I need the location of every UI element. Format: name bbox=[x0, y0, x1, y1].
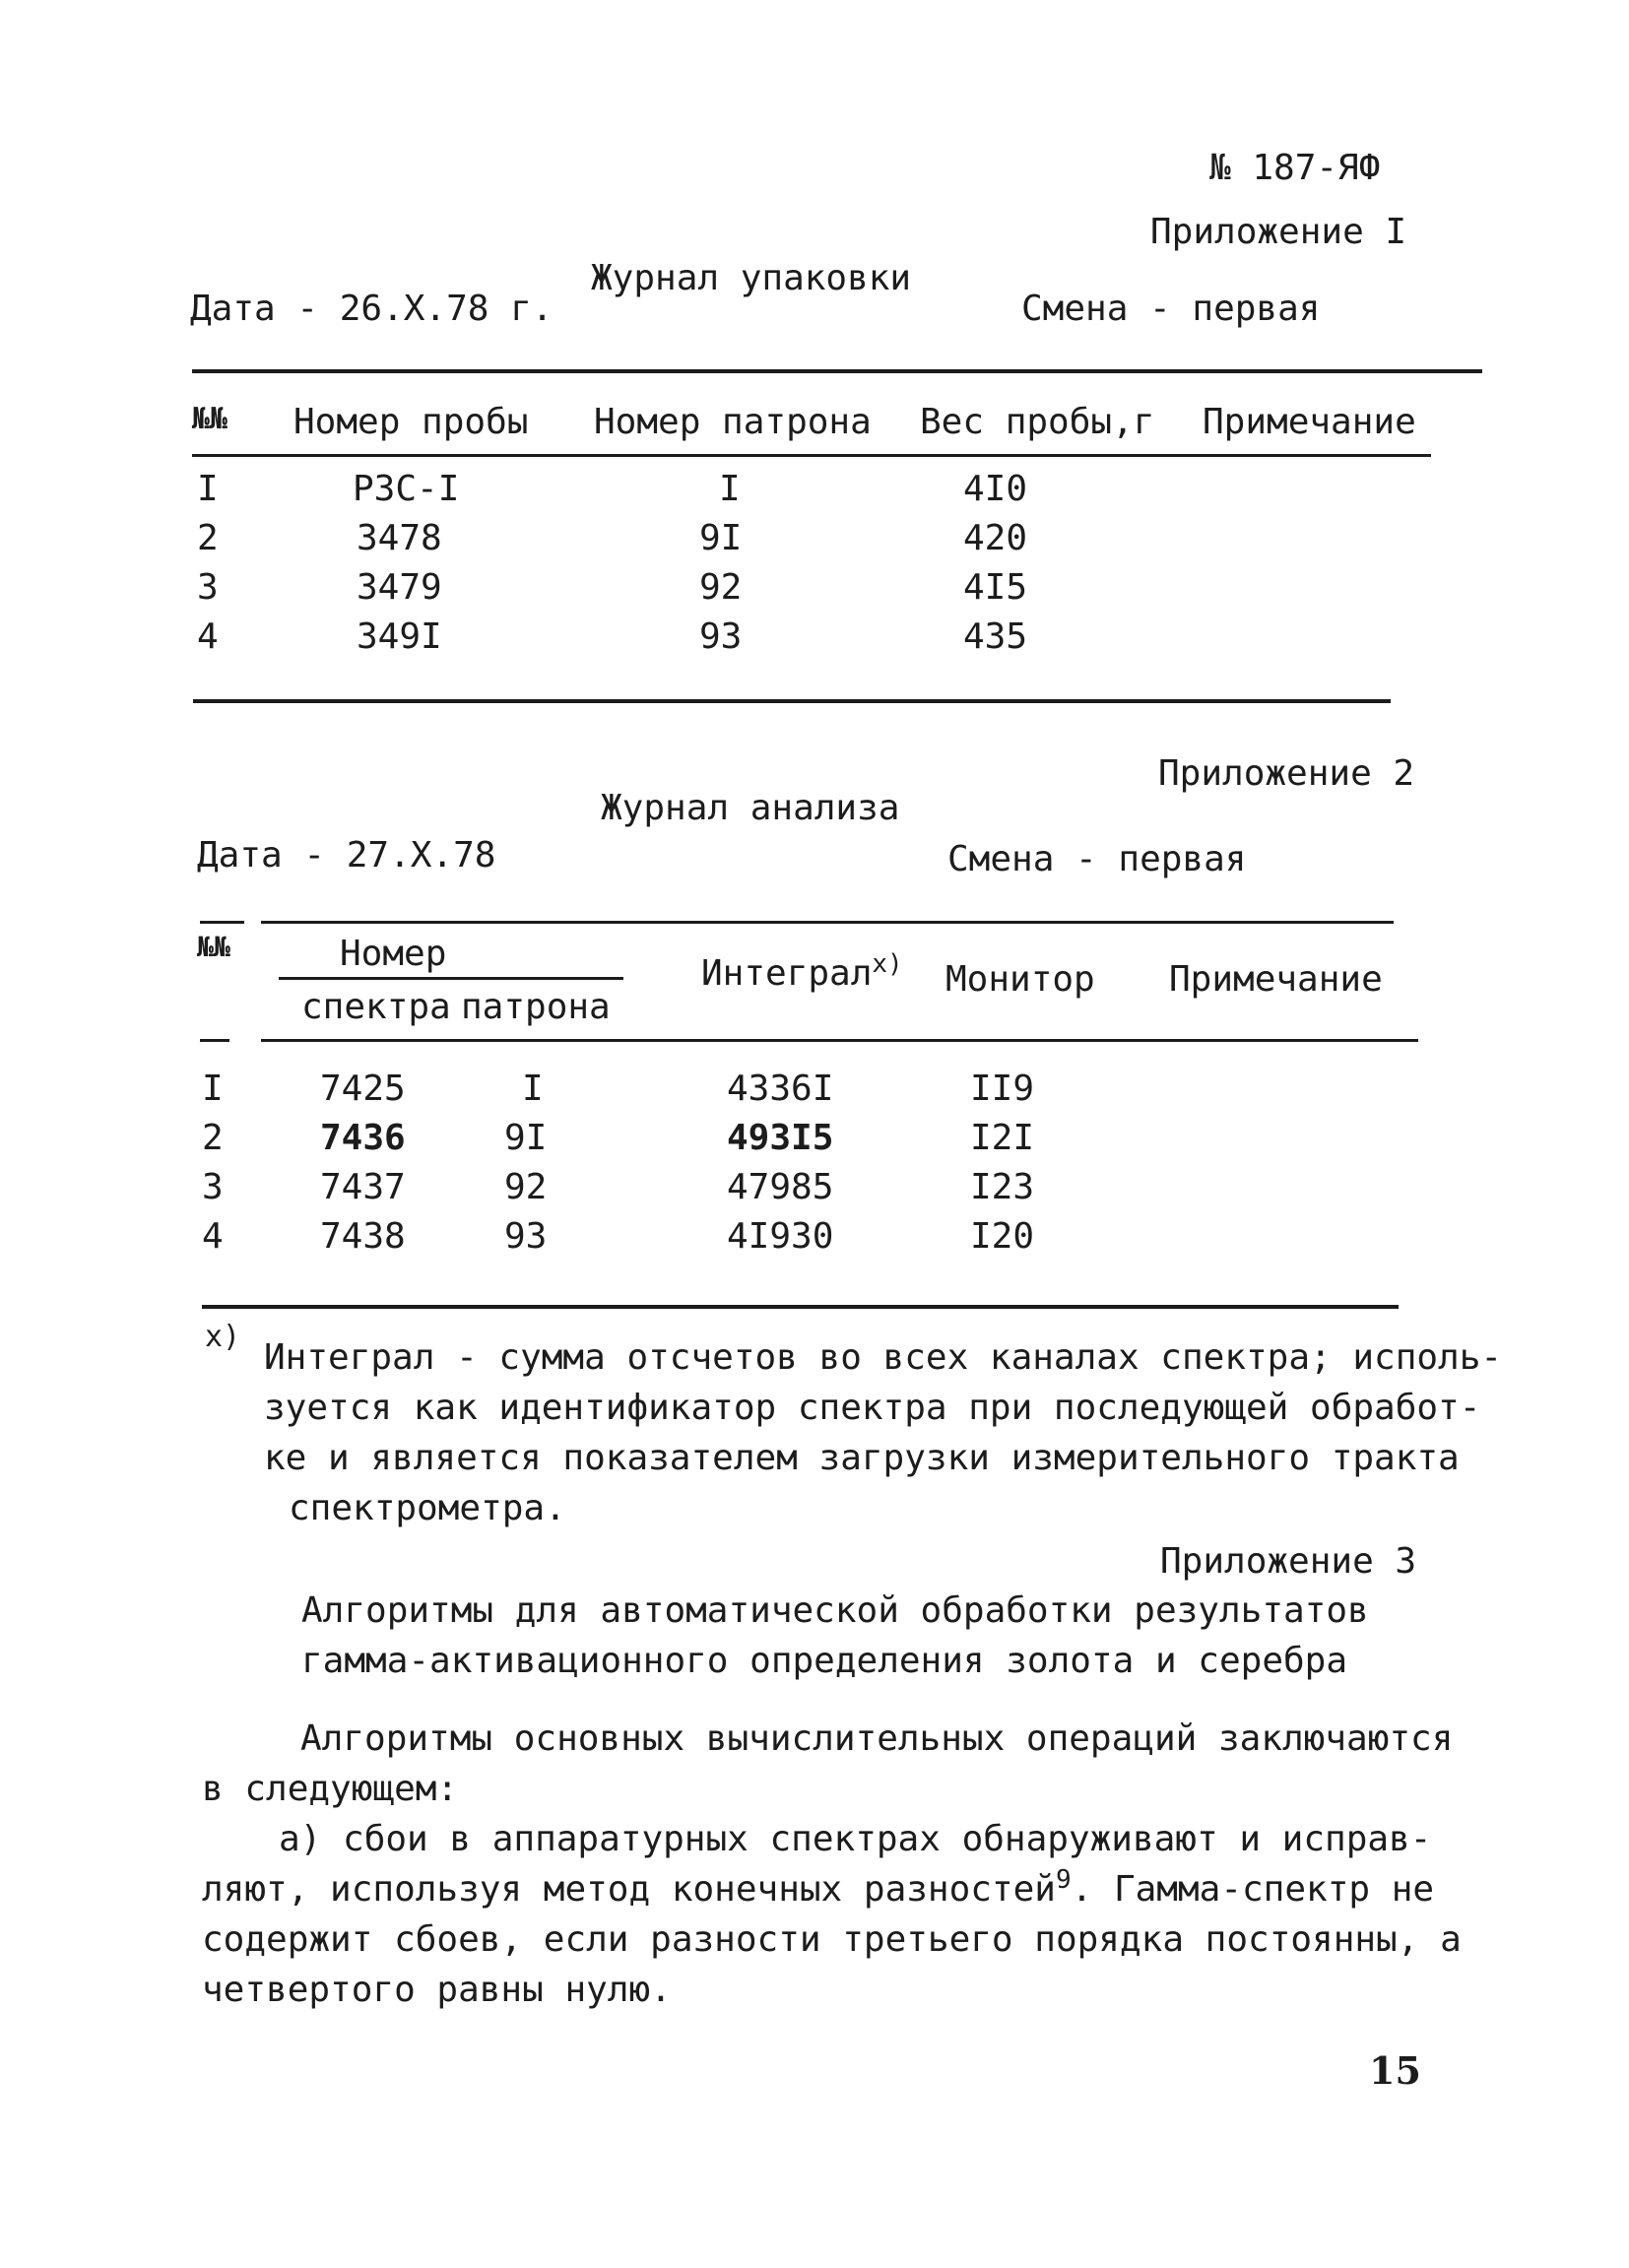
cartridge-number: 9I bbox=[699, 518, 743, 558]
page-number: 15 bbox=[1369, 2048, 1421, 2093]
body-line: Алгоритмы основных вычислительных операций заключаются bbox=[300, 1718, 1454, 1759]
footnote-marker: x) bbox=[872, 949, 903, 979]
table-2-header-rule bbox=[261, 1039, 1418, 1042]
column-header-num: №№ bbox=[192, 402, 228, 436]
appendix-3-body bbox=[202, 1714, 1462, 2015]
row-num: I bbox=[197, 469, 219, 509]
sample-weight: 435 bbox=[963, 616, 1028, 657]
cartridge-number: I bbox=[719, 469, 741, 509]
integral-value: 4I930 bbox=[727, 1216, 834, 1257]
sample-number: 3478 bbox=[357, 518, 442, 558]
footnote-line: зуется как идентификатор спектра при последующей обработ- bbox=[264, 1388, 1481, 1428]
column-header-integral bbox=[701, 949, 903, 994]
column-header-sample: Номер пробы bbox=[293, 402, 529, 442]
column-header-monitor: Монитор bbox=[945, 959, 1095, 1000]
cartridge-number: 93 bbox=[504, 1216, 548, 1257]
spectrum-number: 7436 bbox=[320, 1118, 406, 1158]
column-header-cartridge: Номер патрона bbox=[594, 402, 872, 442]
column-header-number-group: Номер bbox=[340, 934, 447, 974]
row-num: I bbox=[202, 1069, 224, 1109]
spectrum-number: 7425 bbox=[320, 1069, 406, 1109]
sample-weight: 4I5 bbox=[963, 567, 1028, 608]
sample-number: РЗС-I bbox=[353, 469, 460, 509]
cartridge-number: 92 bbox=[504, 1167, 548, 1207]
spectrum-number: 7437 bbox=[320, 1167, 406, 1207]
column-header-weight: Вес пробы,г bbox=[920, 402, 1155, 442]
spectrum-number: 7438 bbox=[320, 1216, 406, 1257]
appendix-3-label: Приложение 3 bbox=[1160, 1541, 1417, 1582]
table-2-header-rule-short bbox=[200, 1039, 229, 1042]
row-num: 2 bbox=[197, 518, 219, 558]
table-1-bottom-rule bbox=[193, 699, 1391, 703]
appendix-1-title: Журнал упаковки bbox=[591, 258, 912, 298]
cartridge-number: 93 bbox=[699, 616, 743, 657]
footnote-text bbox=[264, 1332, 1502, 1533]
cartridge-number: 9I bbox=[504, 1118, 548, 1158]
appendix-2-shift: Смена - первая bbox=[947, 839, 1247, 879]
integral-value: 493I5 bbox=[727, 1118, 834, 1158]
column-header-note: Примечание bbox=[1203, 402, 1416, 442]
body-line: содержит сбоев, если разности третьего порядка постоянны, а bbox=[202, 1919, 1462, 1960]
table-2-top-rule-short bbox=[200, 921, 244, 924]
footnote-line: Интеграл - сумма отсчетов во всех каналах спектра; исполь- bbox=[264, 1337, 1503, 1378]
sample-number: 349I bbox=[357, 616, 442, 657]
table-2-top-rule bbox=[261, 921, 1394, 924]
sample-weight: 420 bbox=[963, 518, 1028, 558]
document-code: № 187-ЯФ bbox=[1209, 148, 1381, 188]
title-line: гамма-активационного определения золота и серебра bbox=[301, 1641, 1348, 1681]
footnote-line: ке и является показателем загрузки измерительного тракта bbox=[264, 1438, 1460, 1478]
body-line: а) сбои в аппаратурных спектрах обнаруживают и исправ- bbox=[279, 1819, 1432, 1859]
body-line: четвертого равны нулю. bbox=[202, 1970, 672, 2010]
row-num: 3 bbox=[202, 1167, 224, 1207]
reference-number: 9 bbox=[1055, 1865, 1072, 1895]
title-line: Алгоритмы для автоматической обработки результатов bbox=[301, 1590, 1369, 1631]
table-1-header-rule bbox=[192, 454, 1431, 457]
body-text: ляют, используя метод конечных разностей bbox=[202, 1869, 1056, 1910]
footnote-mark: x) bbox=[205, 1320, 241, 1354]
monitor-value: I23 bbox=[970, 1167, 1035, 1207]
cartridge-number: 92 bbox=[699, 567, 743, 608]
footnote-line: спектрометра. bbox=[289, 1488, 566, 1528]
integral-value: 4336I bbox=[727, 1069, 834, 1109]
appendix-1-shift: Смена - первая bbox=[1021, 289, 1321, 329]
sample-weight: 4I0 bbox=[963, 469, 1028, 509]
row-num: 2 bbox=[202, 1118, 224, 1158]
appendix-2-label: Приложение 2 bbox=[1158, 753, 1415, 794]
appendix-1-date: Дата - 26.Х.78 г. bbox=[190, 289, 554, 329]
sample-number: 3479 bbox=[357, 567, 442, 608]
monitor-value: I2I bbox=[970, 1118, 1035, 1158]
cartridge-number: I bbox=[522, 1069, 544, 1109]
row-num: 4 bbox=[202, 1216, 224, 1257]
body-line bbox=[202, 1864, 1462, 1914]
number-group-rule bbox=[279, 977, 623, 980]
appendix-1-label: Приложение I bbox=[1150, 212, 1407, 252]
row-num: 3 bbox=[197, 567, 219, 608]
integral-value: 47985 bbox=[727, 1167, 834, 1207]
appendix-3-title bbox=[301, 1586, 1369, 1686]
column-header-cartridge: патрона bbox=[461, 987, 611, 1027]
column-header-num: №№ bbox=[197, 931, 230, 963]
body-line: в следующем: bbox=[202, 1769, 459, 1809]
table-2-bottom-rule bbox=[202, 1305, 1399, 1309]
integral-label: Интеграл bbox=[701, 953, 873, 994]
appendix-2-title: Журнал анализа bbox=[601, 788, 900, 828]
monitor-value: II9 bbox=[970, 1069, 1035, 1109]
appendix-2-date: Дата - 27.Х.78 bbox=[197, 835, 496, 875]
column-header-note: Примечание bbox=[1169, 959, 1383, 1000]
table-1-top-rule bbox=[192, 369, 1482, 373]
body-text: . Гамма-спектр не bbox=[1071, 1869, 1435, 1910]
row-num: 4 bbox=[197, 616, 219, 657]
column-header-spectrum: спектра bbox=[301, 987, 451, 1027]
monitor-value: I20 bbox=[970, 1216, 1035, 1257]
